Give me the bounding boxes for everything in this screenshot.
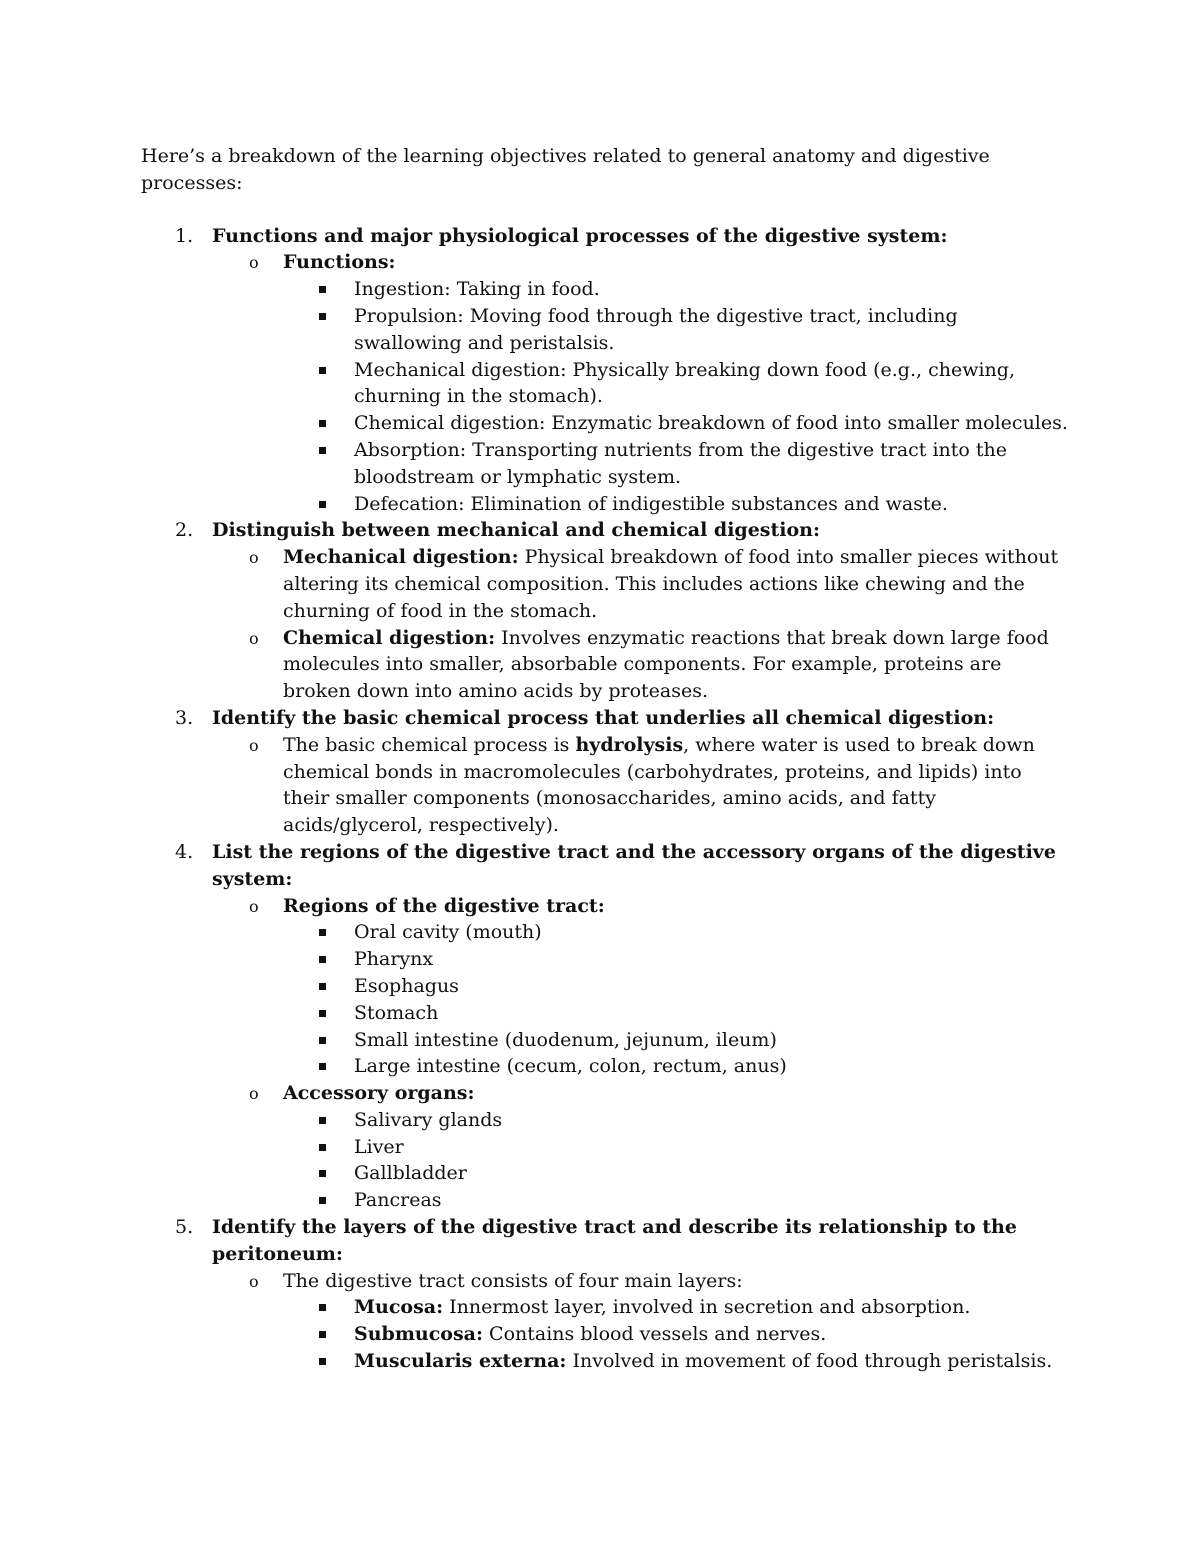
leaf-text: Pharynx — [354, 948, 434, 971]
sub-label: Chemical digestion: — [283, 626, 496, 649]
objectives-list — [141, 223, 1071, 1375]
sub-item — [212, 732, 1071, 839]
objective-number: 5. — [175, 1216, 194, 1239]
leaf-item — [283, 1053, 1071, 1080]
objective-number: 2. — [175, 519, 194, 542]
objective-item — [141, 517, 1071, 705]
sub-label: Regions of the digestive tract: — [283, 894, 605, 917]
objective-item — [141, 705, 1071, 839]
leaf-text: Chemical digestion: Enzymatic breakdown of food into smaller molecules. — [354, 412, 1068, 435]
square-bullet-icon — [319, 1331, 326, 1338]
objective-title: Distinguish between mechanical and chemical digestion: — [212, 519, 820, 542]
leaf-item — [283, 357, 1071, 411]
leaf-text: Large intestine (cecum, colon, rectum, anus) — [354, 1055, 787, 1078]
leaf-text: Pancreas — [354, 1189, 442, 1212]
objective-number: 4. — [175, 840, 194, 863]
sub-text: Involves enzymatic reactions that break down large food molecules into smaller, absorbable components. For example, proteins are broken down into amino acids by proteases. — [283, 626, 1049, 703]
leaf-label: Mucosa: — [354, 1296, 444, 1319]
sub-text: Physical breakdown of food into smaller pieces without altering its chemical composition. This includes actions like chewing and the churning of food in the stomach. — [283, 546, 1059, 622]
sub-label: Mechanical digestion: — [283, 546, 519, 569]
objective-title: Identify the layers of the digestive tract and describe its relationship to the peritoneum: — [212, 1216, 1017, 1265]
objective-item — [141, 1214, 1071, 1375]
leaf-item — [283, 437, 1071, 491]
leaf-item — [283, 1160, 1071, 1187]
circle-bullet-icon: o — [249, 896, 259, 916]
leaf-text: Salivary glands — [354, 1108, 503, 1131]
square-bullet-icon — [319, 1144, 326, 1151]
circle-bullet-icon: o — [249, 1084, 259, 1104]
sub-item — [212, 1080, 1071, 1214]
leaf-item — [283, 1027, 1071, 1054]
sub-label: Accessory organs: — [283, 1082, 475, 1105]
leaf-list — [283, 276, 1071, 517]
leaf-label: Muscularis externa: — [354, 1350, 567, 1373]
square-bullet-icon — [319, 1117, 326, 1124]
leaf-text: Absorption: Transporting nutrients from the digestive tract into the bloodstream or lymphatic system. — [354, 438, 1008, 488]
leaf-item — [283, 1107, 1071, 1134]
sub-item — [212, 893, 1071, 1081]
square-bullet-icon — [319, 313, 326, 320]
leaf-item — [283, 1000, 1071, 1027]
sub-list — [212, 893, 1071, 1215]
square-bullet-icon — [319, 956, 326, 963]
leaf-list — [283, 1107, 1071, 1214]
square-bullet-icon — [319, 501, 326, 508]
circle-bullet-icon: o — [249, 253, 259, 273]
leaf-text: Innermost layer, involved in secretion and absorption. — [443, 1296, 971, 1319]
circle-bullet-icon: o — [249, 735, 259, 755]
leaf-item — [283, 1348, 1071, 1375]
sub-list — [212, 544, 1071, 705]
objective-number: 1. — [175, 224, 194, 247]
leaf-text: Propulsion: Moving food through the digestive tract, including swallowing and peristalsis. — [354, 304, 958, 354]
leaf-list — [283, 1294, 1071, 1374]
square-bullet-icon — [319, 1304, 326, 1311]
leaf-text: Mechanical digestion: Physically breaking down food (e.g., chewing, churning in the stomach). — [354, 358, 1015, 408]
leaf-item — [283, 1134, 1071, 1161]
leaf-item — [283, 276, 1071, 303]
sub-item — [212, 625, 1071, 705]
leaf-list — [283, 919, 1071, 1080]
document-content — [141, 143, 1071, 1375]
sub-list — [212, 1268, 1071, 1375]
leaf-item — [283, 1294, 1071, 1321]
leaf-text: Liver — [354, 1135, 404, 1158]
square-bullet-icon — [319, 929, 326, 936]
leaf-item — [283, 1321, 1071, 1348]
circle-bullet-icon: o — [249, 548, 259, 568]
leaf-item — [283, 491, 1071, 518]
sub-list — [212, 249, 1071, 517]
objective-title: Identify the basic chemical process that underlies all chemical digestion: — [212, 706, 995, 729]
objective-title: List the regions of the digestive tract and the accessory organs of the digestive system: — [212, 840, 1056, 890]
sub-text: The digestive tract consists of four main layers: — [283, 1269, 743, 1292]
objective-item — [141, 839, 1071, 1214]
leaf-text: Involved in movement of food through peristalsis. — [566, 1350, 1053, 1373]
sub-text-bold: hydrolysis — [575, 733, 684, 756]
leaf-text: Stomach — [354, 1001, 439, 1024]
leaf-text: Defecation: Elimination of indigestible substances and waste. — [354, 492, 948, 515]
square-bullet-icon — [319, 367, 326, 374]
leaf-text: Gallbladder — [354, 1162, 467, 1185]
leaf-text: Oral cavity (mouth) — [354, 921, 542, 944]
square-bullet-icon — [319, 1358, 326, 1365]
sub-list — [212, 732, 1071, 839]
sub-item — [212, 544, 1071, 624]
square-bullet-icon — [319, 286, 326, 293]
objective-item — [141, 223, 1071, 518]
square-bullet-icon — [319, 1037, 326, 1044]
square-bullet-icon — [319, 1170, 326, 1177]
objective-number: 3. — [175, 706, 194, 729]
sub-label: Functions: — [283, 251, 396, 274]
leaf-text: Contains blood vessels and nerves. — [483, 1323, 827, 1346]
square-bullet-icon — [319, 1063, 326, 1070]
sub-item — [212, 1268, 1071, 1375]
square-bullet-icon — [319, 1010, 326, 1017]
square-bullet-icon — [319, 1197, 326, 1204]
leaf-text: Small intestine (duodenum, jejunum, ileum) — [354, 1028, 777, 1051]
square-bullet-icon — [319, 420, 326, 427]
intro-paragraph: Here’s a breakdown of the learning objectives related to general anatomy and digestive processes: — [141, 145, 990, 194]
leaf-item — [283, 919, 1071, 946]
circle-bullet-icon: o — [249, 1271, 259, 1291]
square-bullet-icon — [319, 983, 326, 990]
objective-title: Functions and major physiological processes of the digestive system: — [212, 224, 948, 247]
leaf-item — [283, 946, 1071, 973]
sub-text: , where water is used to break down chemical bonds in macromolecules (carbohydrates, proteins, and lipids) into their smaller components (monosaccharides, amino acids, and fatty acids/glycerol, respectively). — [283, 733, 1035, 837]
leaf-item — [283, 410, 1071, 437]
sub-text: The basic chemical process is — [283, 733, 576, 756]
leaf-item — [283, 1187, 1071, 1214]
leaf-label: Submucosa: — [354, 1323, 484, 1346]
leaf-item — [283, 303, 1071, 357]
sub-item — [212, 249, 1071, 517]
leaf-text: Esophagus — [354, 974, 459, 997]
leaf-item — [283, 973, 1071, 1000]
square-bullet-icon — [319, 447, 326, 454]
leaf-text: Ingestion: Taking in food. — [354, 278, 600, 301]
circle-bullet-icon: o — [249, 628, 259, 648]
